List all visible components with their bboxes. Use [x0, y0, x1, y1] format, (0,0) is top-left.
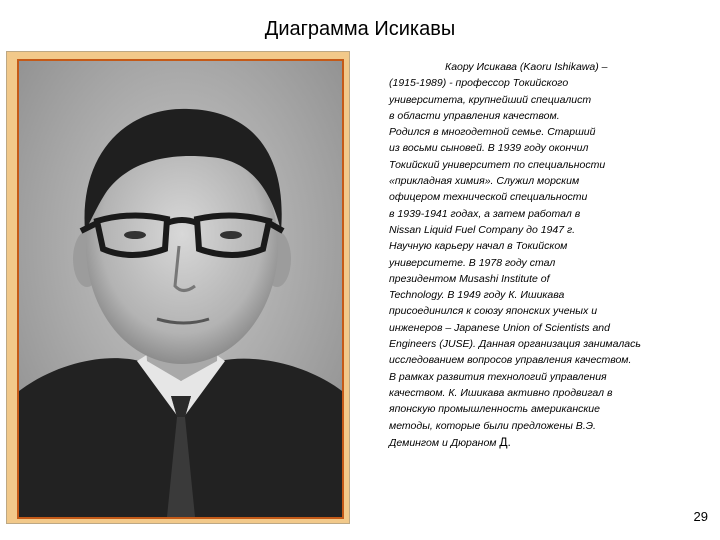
slide-title: Диаграмма Исикавы	[264, 18, 456, 40]
bio-line: Nissan Liquid Fuel Company до 1947 г.	[389, 223, 576, 236]
bio-line: из восьми сыновей. В 1939 году окончил	[389, 142, 589, 155]
bio-suffix: Д.	[499, 434, 511, 449]
bio-line: «прикладная химия». Служил морским	[389, 175, 580, 188]
bio-line: инженеров – Japanese Union of Scientists and	[389, 321, 610, 334]
bio-line: в 1939-1941 годах, а затем работал в	[389, 207, 581, 220]
bio-line: качеством. К. Ишикава активно продвигал в	[389, 386, 613, 399]
portrait-frame	[6, 51, 350, 524]
bio-line: (1915-1989) - профессор Токийского	[389, 77, 569, 90]
biography-text	[389, 59, 714, 451]
bio-line: Engineers (JUSE). Данная организация занималась	[389, 338, 641, 351]
bio-line: офицером технической специальности	[389, 191, 588, 204]
bio-line: японскую промышленность американские	[389, 403, 600, 416]
bio-line: В рамках развития технологий управления	[389, 370, 607, 383]
bio-line: методы, которые были предложены В.Э.	[389, 419, 596, 432]
bio-line: Родился в многодетной семье. Старший	[389, 126, 596, 139]
bio-line: Научную карьеру начал в Токийском	[389, 240, 568, 253]
bio-line: президентом Musashi Institute of	[389, 272, 550, 285]
bio-line: Каору Исикава (Kaoru Ishikawa) –	[445, 61, 608, 73]
bio-line: исследованием вопросов управления качеством.	[389, 354, 632, 367]
bio-line: университета, крупнейший специалист	[389, 93, 592, 106]
page-number: 29	[693, 509, 708, 524]
bio-line: в области управления качеством.	[389, 109, 560, 122]
portrait-border	[17, 59, 344, 519]
portrait-photo	[19, 61, 342, 517]
bio-last-line	[389, 434, 714, 451]
bio-line: университете. В 1978 году стал	[389, 256, 556, 269]
bio-line: Technology. В 1949 году К. Ишикава	[389, 289, 565, 302]
bio-line: Демингом и Дюраном	[389, 436, 497, 449]
bio-line: присоединился к союзу японских ученых и	[389, 305, 598, 318]
bio-line: Токийский университет по специальности	[389, 158, 606, 171]
